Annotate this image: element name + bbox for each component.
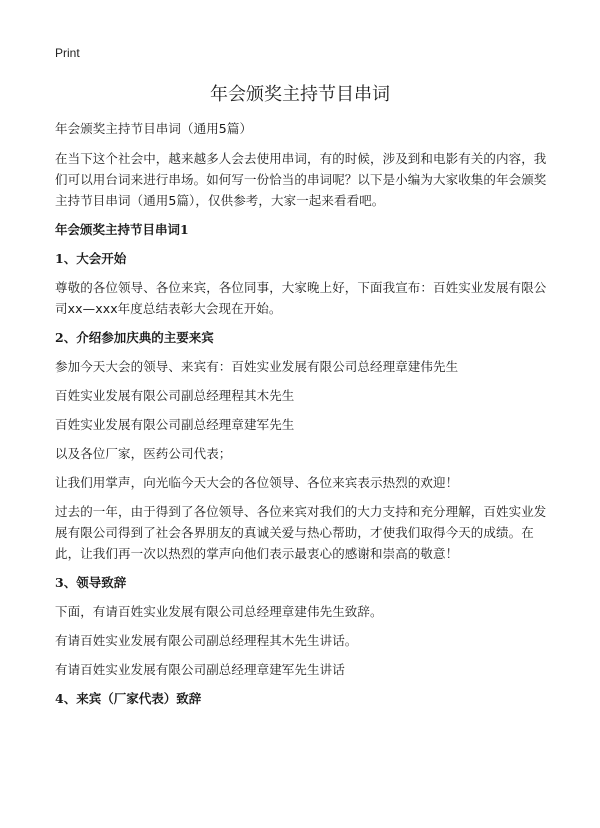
item-paragraph: 参加今天大会的领导、来宾有：百姓实业发展有限公司总经理章建伟先生 — [55, 359, 459, 374]
document-subtitle: 年会颁奖主持节目串词（通用5篇） — [55, 121, 253, 136]
print-label: Print — [55, 46, 80, 60]
section-title: 年会颁奖主持节目串词1 — [55, 222, 189, 237]
intro-paragraph: 在当下这个社会中，越来越多人会去使用串词，有的时候，涉及到和电影有关的内容，我们可以用台词来进行串场。如何写一份恰当的串词呢？以下是小编为大家收集的年会颁奖主持节目串词（通用5篇），仅供参考，大家一起来看看吧。 — [55, 151, 547, 208]
item-paragraph: 百姓实业发展有限公司副总经理程其木先生 — [55, 388, 295, 403]
item-paragraph: 过去的一年，由于得到了各位领导、各位来宾对我们的大力支持和充分理解，百姓实业发展有限公司得到了社会各界朋友的真诚关爱与热心帮助，才使我们取得今天的成绩。在此，让我们再一次以热烈的掌声向他们表示最衷心的感谢和崇高的敬意！ — [55, 504, 547, 561]
item-paragraph: 让我们用掌声，向光临今天大会的各位领导、各位来宾表示热烈的欢迎！ — [55, 475, 459, 490]
item-paragraph: 尊敬的各位领导、各位来宾，各位同事，大家晚上好，下面我宣布：百姓实业发展有限公司xx—xxx年度总结表彰大会现在开始。 — [55, 280, 547, 316]
document-title: 年会颁奖主持节目串词 — [210, 84, 390, 105]
item-paragraph: 百姓实业发展有限公司副总经理章建军先生 — [55, 417, 295, 432]
document-body — [55, 118, 550, 717]
item-paragraph: 有请百姓实业发展有限公司副总经理章建军先生讲话 — [55, 662, 345, 677]
item-paragraph: 有请百姓实业发展有限公司副总经理程其木先生讲话。 — [55, 633, 358, 648]
item-paragraph: 以及各位厂家，医药公司代表； — [55, 446, 232, 461]
item-heading: 3、领导致辞 — [55, 575, 127, 590]
item-heading: 2、介绍参加庆典的主要来宾 — [55, 330, 214, 345]
item-heading: 4、来宾（厂家代表）致辞 — [55, 691, 202, 706]
item-heading: 1、大会开始 — [55, 251, 127, 266]
item-paragraph: 下面，有请百姓实业发展有限公司总经理章建伟先生致辞。 — [55, 604, 383, 619]
